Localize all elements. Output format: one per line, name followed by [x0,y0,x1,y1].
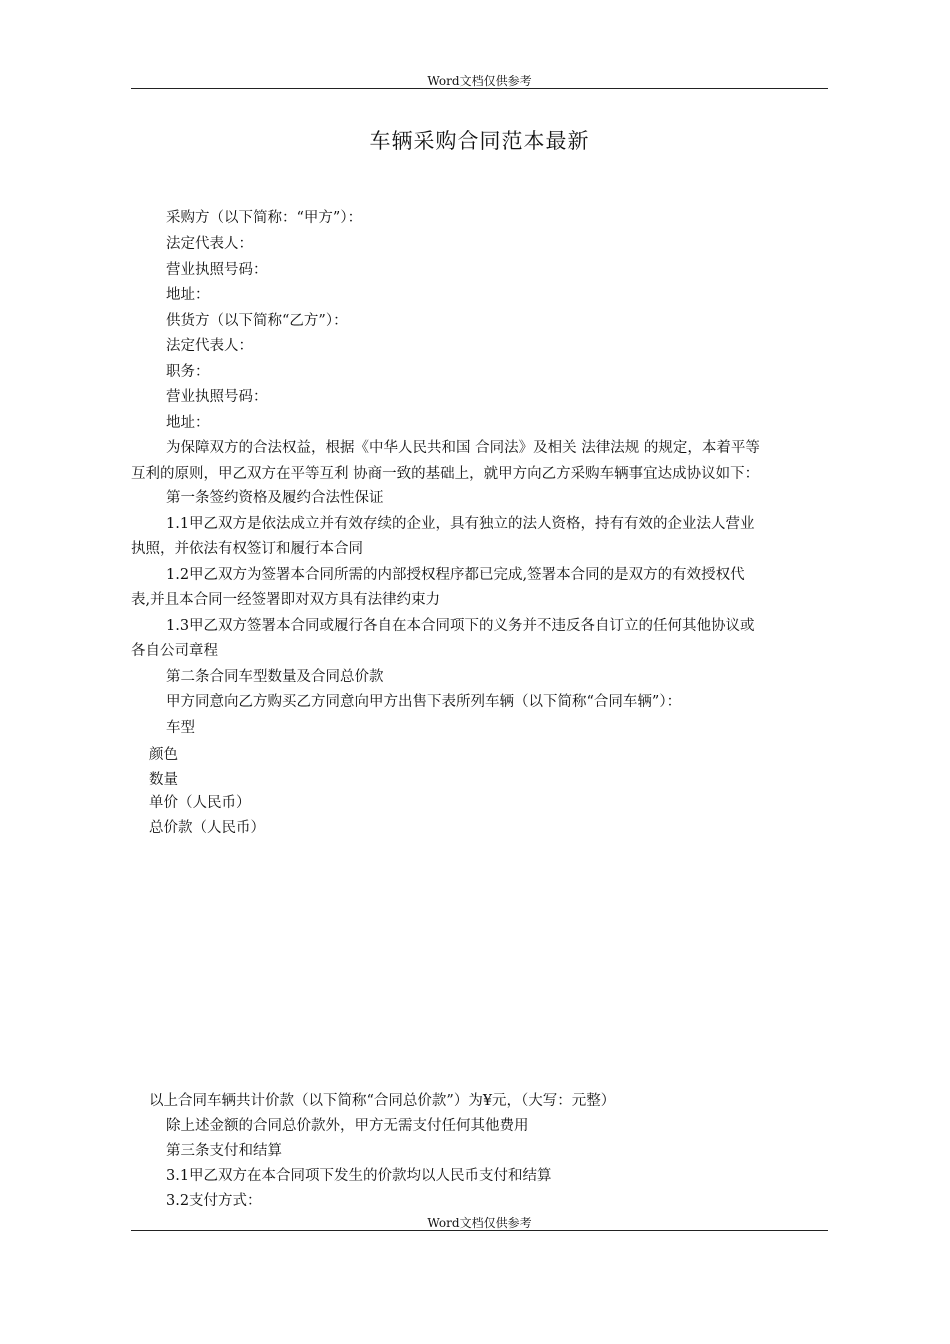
footer-rule [131,1230,828,1231]
party-b-title-line: 职务： [166,364,210,380]
document-title: 车辆采购合同范本最新 [369,129,590,153]
party-a-license-line: 营业执照号码： [166,262,268,278]
party-b-line: 供货方（以下简称“乙方”）： [166,313,348,329]
party-a-line: 采购方（以下简称：“甲方”）： [166,210,363,226]
party-b-rep-line: 法定代表人： [166,338,253,354]
table-label-total-price: 总价款（人民币） [149,820,265,836]
table-label-model: 车型 [166,720,195,736]
table-label-color: 颜色 [149,747,178,763]
total-price-line: 以上合同车辆共计价款（以下简称“合同总价款”）为¥元，（大写：元整） [149,1093,616,1109]
party-b-address-line: 地址： [166,415,210,431]
clause-1-2-line-1: 1.2甲乙双方为签署本合同所需的内部授权程序都已完成,签署本合同的是双方的有效授权代 [166,567,745,583]
party-a-rep-line: 法定代表人： [166,236,253,252]
party-b-license-line: 营业执照号码： [166,389,268,405]
clause-1-3-line-2: 各自公司章程 [131,643,218,659]
page-header: Word文档仅供参考 [427,74,532,88]
clause-1-1-line-2: 执照，并依法有权签订和履行本合同 [131,541,363,557]
header-rule [131,88,828,89]
preamble-line-1: 为保障双方的合法权益，根据《中华人民共和国 合同法》及相关 法律法规 的规定，本着平等 [166,440,760,456]
clause-3-2-line: 3.2支付方式： [166,1193,262,1209]
clause-3-1-line: 3.1甲乙双方在本合同项下发生的价款均以人民币支付和结算 [166,1168,552,1184]
article-2-heading: 第二条合同车型数量及合同总价款 [166,669,384,685]
no-other-fees-line: 除上述金额的合同总价款外，甲方无需支付任何其他费用 [166,1118,529,1134]
article-3-heading: 第三条支付和结算 [166,1143,282,1159]
article-2-intro: 甲方同意向乙方购买乙方同意向甲方出售下表所列车辆（以下简称“合同车辆”）： [166,694,682,710]
preamble-line-2: 互利的原则，甲乙双方在平等互利 协商一致的基础上，就甲方向乙方采购车辆事宜达成协议如下： [131,466,760,482]
table-label-unit-price: 单价（人民币） [149,795,251,811]
clause-1-3-line-1: 1.3甲乙双方签署本合同或履行各自在本合同项下的义务并不违反各自订立的任何其他协议或 [166,618,755,634]
clause-1-1-line-1: 1.1甲乙双方是依法成立并有效存续的企业，具有独立的法人资格，持有有效的企业法人营业 [166,516,755,532]
page-footer: Word文档仅供参考 [427,1216,532,1230]
clause-1-2-line-2: 表,并且本合同一经签署即对双方具有法律约束力 [131,592,441,608]
party-a-address-line: 地址： [166,287,210,303]
table-label-quantity: 数量 [149,772,178,788]
article-1-heading: 第一条签约资格及履约合法性保证 [166,490,384,506]
